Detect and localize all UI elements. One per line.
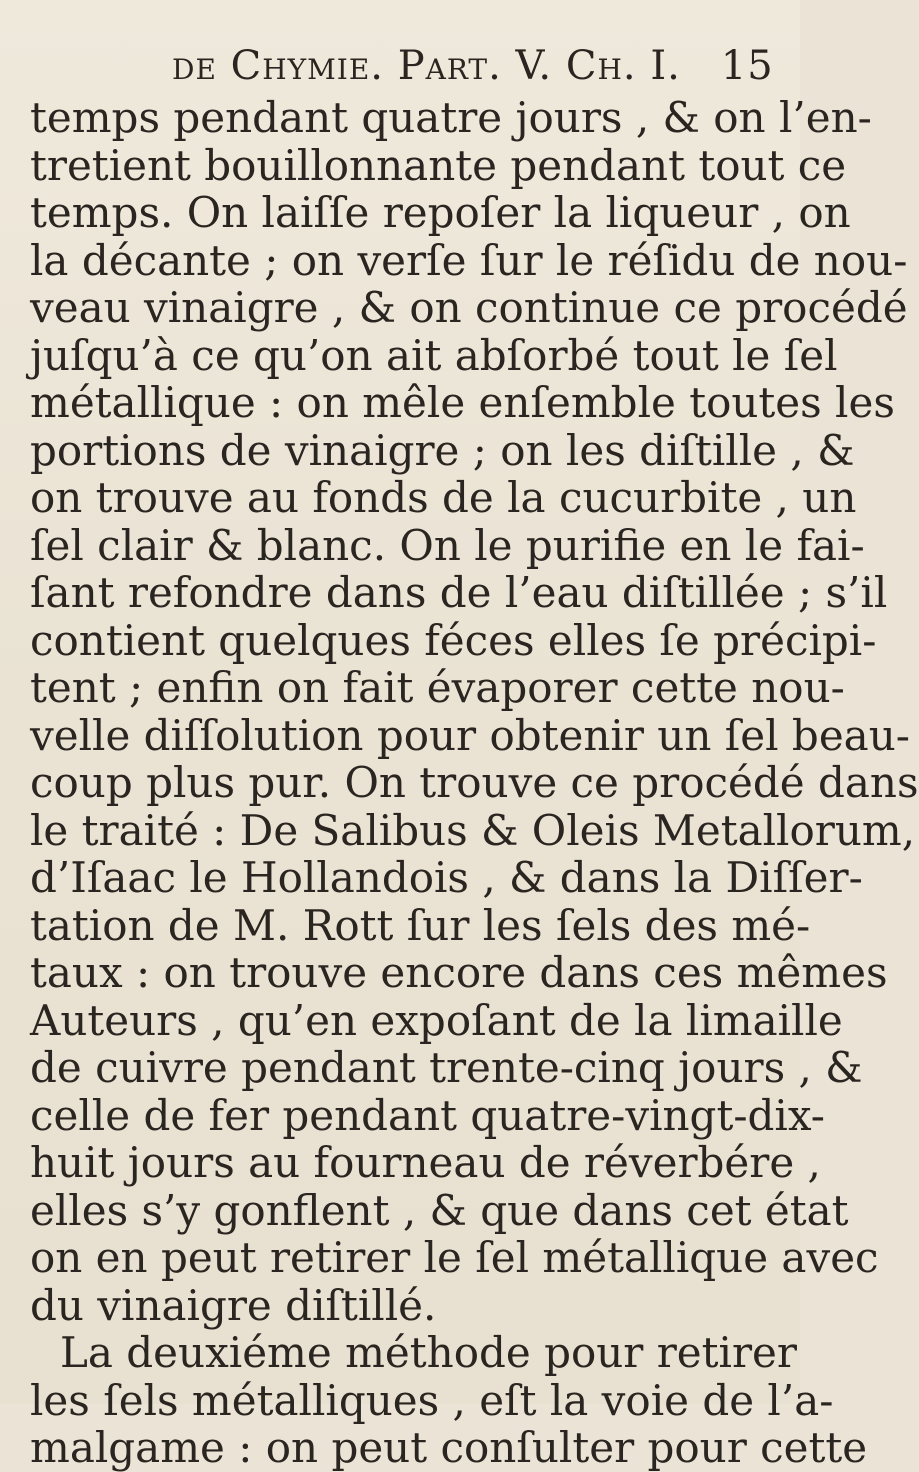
text-line: juſqu’à ce qu’on ait abſorbé tout le ſel bbox=[30, 330, 838, 380]
text-line: temps. On laiſſe repoſer la liqueur , on bbox=[30, 188, 851, 237]
text-line: portions de vinaigre ; on les diſtille , & bbox=[30, 425, 855, 475]
text-line: tretient bouillonnante pendant tout ce bbox=[30, 140, 847, 190]
text-line: on trouve au fonds de la cucurbite , un bbox=[30, 473, 857, 522]
text-line: tation de M. Rott ſur les ſels des mé- bbox=[30, 900, 811, 950]
text-line: contient quelques féces elles ſe précipi- bbox=[30, 615, 877, 665]
text-line: le traité : De Salibus & Oleis Metallorum, bbox=[30, 805, 916, 855]
text-line: malgame : on peut conſulter pour cette bbox=[30, 1423, 868, 1472]
running-title: de Chymie. Part. V. Ch. I. bbox=[172, 43, 681, 89]
text-line: celle de fer pendant quatre-vingt-dix- bbox=[30, 1090, 825, 1140]
text-line: coup plus pur. On trouve ce procédé dans bbox=[30, 758, 919, 807]
body-text bbox=[30, 93, 919, 1472]
text-line: taux : on trouve encore dans ces mêmes bbox=[30, 948, 888, 997]
page-number: 15 bbox=[720, 43, 774, 89]
text-line: on en peut retirer le ſel métallique avec bbox=[30, 1233, 879, 1282]
text-line: ſel clair & blanc. On le purifie en le fai- bbox=[30, 520, 865, 570]
text-line: tent ; enfin on fait évaporer cette nou- bbox=[30, 663, 845, 712]
text-line: la décante ; on verſe ſur le réſidu de nou- bbox=[30, 235, 908, 285]
text-line: veau vinaigre , & on continue ce procédé bbox=[30, 283, 908, 332]
text-line: Auteurs , qu’en expoſant de la limaille bbox=[30, 995, 843, 1045]
text-line: velle diſſolution pour obtenir un ſel beau- bbox=[30, 710, 910, 760]
text-line: les ſels métalliques , eſt la voie de l’a- bbox=[30, 1375, 834, 1425]
text-line: temps pendant quatre jours , & on l’en- bbox=[30, 93, 872, 142]
text-line: ſant refondre dans de l’eau diſtillée ; s’il bbox=[30, 568, 888, 617]
text-line: huit jours au fourneau de réverbére , bbox=[30, 1138, 821, 1187]
text-line: de cuivre pendant trente-cinq jours , & bbox=[30, 1043, 863, 1092]
text-line: elles s’y gonflent , & que dans cet état bbox=[30, 1185, 849, 1235]
text-line: La deuxiéme méthode pour retirer bbox=[60, 1328, 797, 1377]
text-line: d’Iſaac le Hollandois , & dans la Diſſer- bbox=[30, 853, 863, 902]
text-line: du vinaigre diſtillé. bbox=[30, 1280, 437, 1330]
text-line: métallique : on mêle enſemble toutes les bbox=[30, 378, 895, 427]
page-header bbox=[172, 42, 774, 90]
